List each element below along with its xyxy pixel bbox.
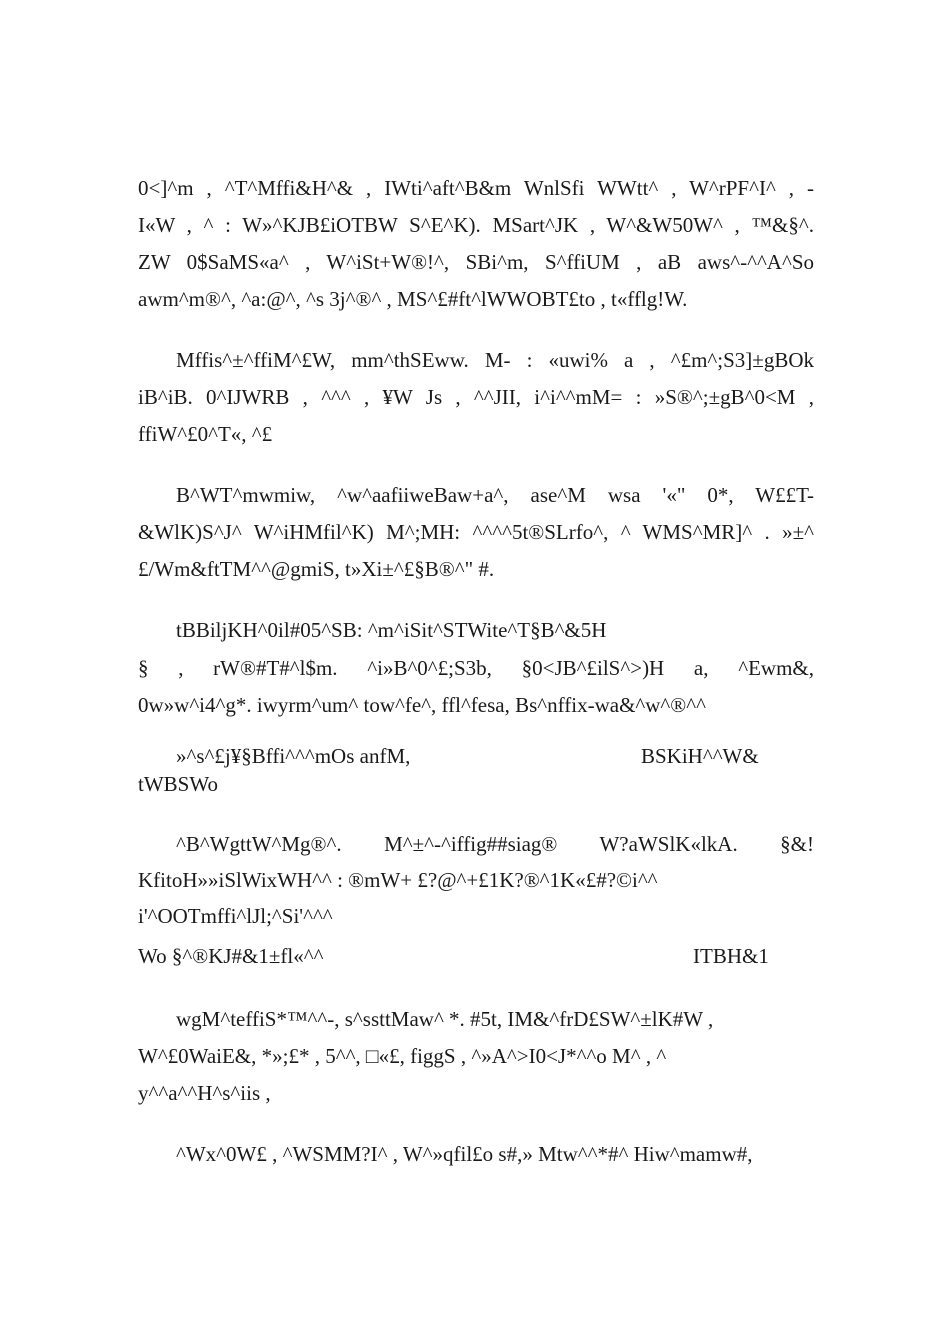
paragraph-5-line-1: »^s^£j¥§Bffi^^^mOs anfM, — [176, 744, 411, 768]
paragraph-4-line-2: § , rW®#T#^l$m. ^i»B^0^£;S3b, §0<JB^£ilS^>)H a, ^Ewm&, — [138, 656, 814, 680]
paragraph-2-line-3: ffiW^£0^T«, ^£ — [138, 422, 273, 446]
paragraph-5-line-2: tWBSWo — [138, 772, 218, 796]
paragraph-6-line-4: Wo §^®KJ#&1±fl«^^ — [138, 944, 324, 968]
paragraph-2-line-2: iB^iB. 0^IJWRB , ^^^ , ¥W Js , ^^JII, i^i^^mM= : »S®^;±gB^0<M , — [138, 385, 814, 409]
paragraph-4-line-1: tBBiljKH^0il#05^SB: ^m^iSit^STWite^T§B^&5H — [176, 618, 607, 642]
paragraph-2-line-1: Mffis^±^ffiM^£W, mm^thSEww. M- : «uwi% a , ^£m^;S3]±gBOk — [176, 348, 814, 372]
paragraph-1-line-1: 0<]^m , ^T^Mffi&H^& , IWti^aft^B&m WnlSfi WWtt^ , W^rPF^I^ , - — [138, 176, 814, 200]
paragraph-3-line-2: &WlK)S^J^ W^iHMfil^K) M^;MH: ^^^^5t®SLrfo^, ^ WMS^MR]^ . »±^ — [138, 520, 814, 544]
paragraph-6-line-1: ^B^WgttW^Mg®^. M^±^-^iffig##siag® W?aWSlK«lkA. §&! — [176, 832, 814, 856]
paragraph-7-line-2: W^£0WaiE&, *»;£* , 5^^, □«£, figgS , ^»A^>I0<J*^^o M^ , ^ — [138, 1044, 667, 1068]
paragraph-3-line-3: £/Wm&ftTM^^@gmiS, t»Xi±^£§B®^" #. — [138, 557, 495, 581]
paragraph-6-line-3: i'^OOTmffi^lJl;^Si'^^^ — [138, 904, 333, 928]
paragraph-1-line-2: I«W , ^ : W»^KJB£iOTBW S^E^K). MSart^JK , W^&W50W^ , ™&§^. — [138, 213, 814, 237]
paragraph-7-line-3: y^^a^^H^s^iis , — [138, 1081, 271, 1105]
paragraph-6-right-text: ITBH&1 — [693, 944, 769, 968]
paragraph-3-line-1: B^WT^mwmiw, ^w^aafiiweBaw+a^, ase^M wsa '«" 0*, W££T- — [176, 483, 814, 507]
paragraph-5-right-text: BSKiH^^W& — [641, 744, 759, 768]
paragraph-8-line-1: ^Wx^0W£ , ^WSMM?I^ , W^»qfil£o s#,» Mtw^^*#^ Hiw^mamw#, — [176, 1142, 753, 1166]
paragraph-1-line-4: awm^m®^, ^a:@^, ^s 3j^®^ , MS^£#ft^lWWOBT£to , t«fflg!W. — [138, 287, 688, 311]
paragraph-1-line-3: ZW 0$SaMS«a^ , W^iSt+W®!^, SBi^m, S^ffiUM , aB aws^-^^A^So — [138, 250, 814, 274]
paragraph-6-line-2: KfitoH»»iSlWixWH^^ : ®mW+ £?@^+£1K?®^1K«£#?©i^^ — [138, 868, 658, 892]
paragraph-4-line-3: 0w»w^i4^g*. iwyrm^um^ tow^fe^, ffl^fesa, Bs^nffix-wa&^w^®^^ — [138, 693, 706, 717]
paragraph-7-line-1: wgM^teffiS*™^^-, s^ssttMaw^ *. #5t, IM&^frD£SW^±lK#W , — [176, 1007, 714, 1031]
